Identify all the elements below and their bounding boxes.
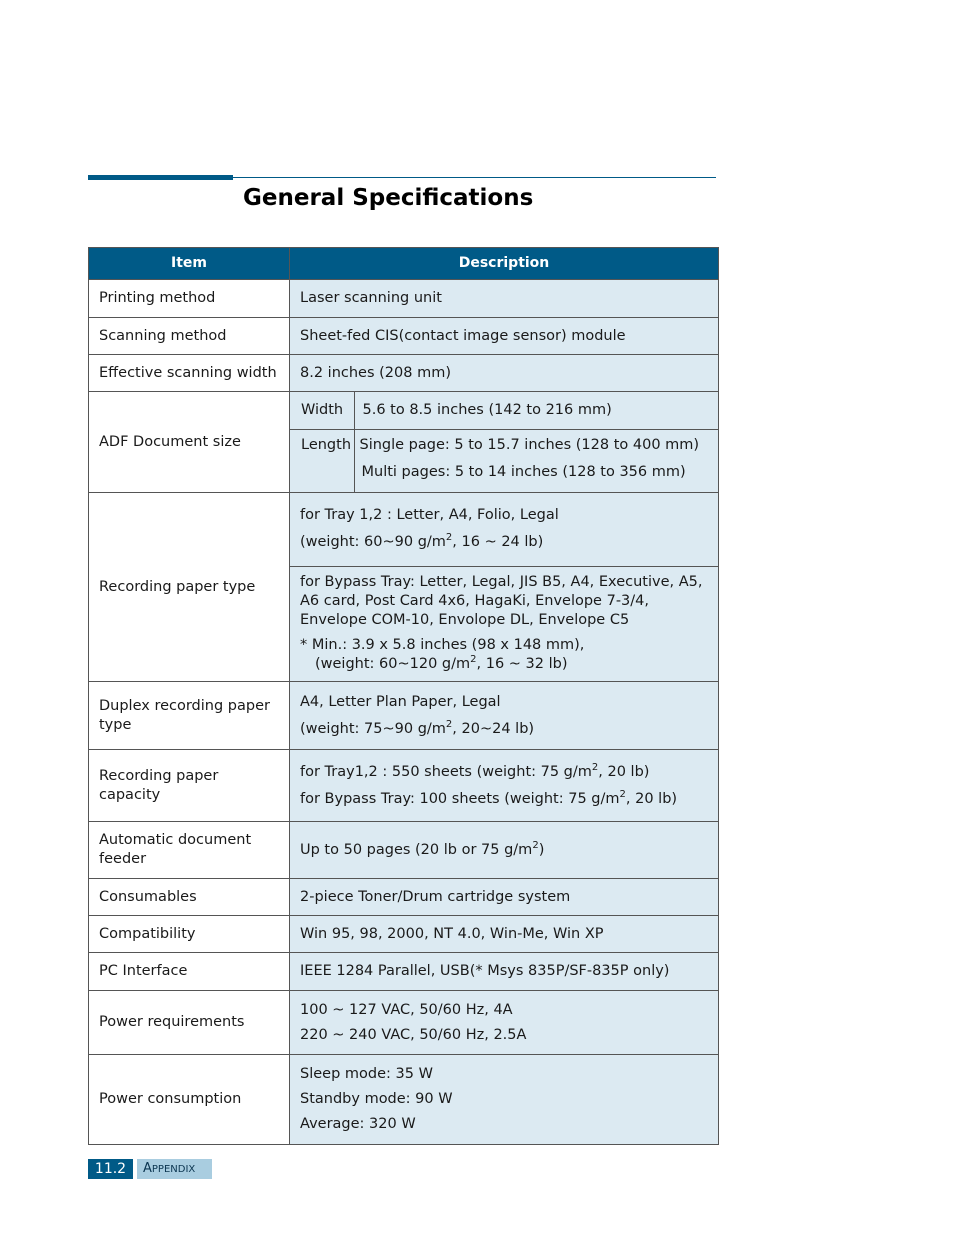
- text-span: for Bypass Tray: 100 sheets (weight: 75 g/m: [300, 790, 620, 807]
- paper-type-tray-block: [290, 500, 718, 567]
- adf-item-line1: Automatic document: [99, 832, 252, 848]
- duplex-item-line2: type: [99, 716, 132, 733]
- power-cons-line3: Average: 320 W: [300, 1116, 416, 1132]
- paper-type-bypass-line4: * Min.: 3.9 x 5.8 inches (98 x 148 mm),: [300, 637, 585, 653]
- text-span: , 20 lb): [625, 790, 678, 807]
- row-item-adf: [89, 822, 290, 879]
- adf-length-single: Single page: 5 to 15.7 inches (128 to 400 mm): [359, 436, 700, 453]
- table-row: [89, 318, 719, 355]
- row-desc-paper-capacity: [290, 750, 719, 822]
- table-row: [89, 750, 719, 822]
- paper-type-bypass-block: [290, 567, 718, 674]
- row-item-power-req: Power requirements: [89, 991, 290, 1055]
- row-desc-duplex-type: [290, 682, 719, 750]
- adf-width-label: Width: [290, 392, 354, 429]
- row-desc-adf-size: [290, 392, 719, 493]
- footer-page-number: 11.2: [88, 1159, 133, 1179]
- table-row: [89, 991, 719, 1055]
- adf-item-line2: feeder: [99, 851, 147, 867]
- power-cons-line2: Standby mode: 90 W: [300, 1091, 453, 1107]
- row-desc-scan-width: 8.2 inches (208 mm): [290, 355, 719, 392]
- table-row: [89, 355, 719, 392]
- table-header-row: [89, 248, 719, 280]
- adf-size-subtable: [290, 392, 718, 492]
- row-item-compatibility: Compatibility: [89, 916, 290, 953]
- row-desc-scanning-method: Sheet-fed CIS(contact image sensor) module: [290, 318, 719, 355]
- text-span: Up to 50 pages (20 lb or 75 g/m: [300, 841, 533, 858]
- text-span: for Tray1,2 : 550 sheets (weight: 75 g/m: [300, 763, 592, 780]
- superscript: 2: [591, 761, 599, 773]
- paper-type-bypass-line5: [300, 655, 708, 674]
- specifications-table: [88, 247, 719, 1145]
- footer-section-label: [137, 1159, 212, 1179]
- power-cons-line1: Sleep mode: 35 W: [300, 1066, 433, 1082]
- header-description: Description: [290, 248, 719, 280]
- row-item-pc-interface: PC Interface: [89, 953, 290, 991]
- row-item-consumables: Consumables: [89, 879, 290, 916]
- adf-length-label: Length: [301, 436, 352, 453]
- text-span: ): [538, 841, 545, 858]
- row-desc-paper-type: [290, 493, 719, 682]
- table-row: [89, 280, 719, 318]
- paper-type-tray-line2: [300, 533, 708, 552]
- adf-length-values: [354, 429, 718, 492]
- text-span: , 16 ~ 32 lb): [476, 656, 568, 672]
- row-desc-adf: [290, 822, 719, 879]
- paper-type-bypass-line2: A6 card, Post Card 4x6, HagaKi, Envelope 7-3/4,: [300, 593, 649, 609]
- row-item-printing-method: Printing method: [89, 280, 290, 318]
- row-desc-power-cons: [290, 1055, 719, 1145]
- table-row: [89, 1055, 719, 1145]
- paper-type-bypass-line1: for Bypass Tray: Letter, Legal, JIS B5, A4, Executive, A5,: [300, 574, 703, 590]
- title-rule-thin: [233, 177, 716, 178]
- header-item: Item: [89, 248, 290, 280]
- row-item-power-cons: Power consumption: [89, 1055, 290, 1145]
- text-span: (weight: 60~120 g/m: [315, 656, 471, 672]
- text-span: (weight: 75~90 g/m: [300, 720, 446, 737]
- text-span: , 20~24 lb): [452, 720, 535, 737]
- table-row: [89, 916, 719, 953]
- duplex-desc-line1: A4, Letter Plan Paper, Legal: [300, 693, 501, 710]
- table-row: [89, 682, 719, 750]
- paper-type-bypass-line3: Envelope COM-10, Envolope DL, Envelope C5: [300, 612, 630, 628]
- row-item-paper-capacity: Recording paper capacity: [89, 750, 290, 822]
- row-item-adf-size: ADF Document size: [89, 392, 290, 493]
- row-desc-printing-method: Laser scanning unit: [290, 280, 719, 318]
- row-item-scan-width: Effective scanning width: [89, 355, 290, 392]
- row-desc-compatibility: Win 95, 98, 2000, NT 4.0, Win-Me, Win XP: [290, 916, 719, 953]
- table-row: [89, 493, 719, 682]
- superscript: 2: [445, 532, 453, 543]
- capacity-line2: [300, 790, 708, 809]
- table-row: [89, 822, 719, 879]
- text-span: , 16 ~ 24 lb): [452, 534, 544, 550]
- power-req-line1: 100 ~ 127 VAC, 50/60 Hz, 4A: [300, 1001, 513, 1018]
- section-initial: A: [143, 1161, 152, 1176]
- superscript: 2: [619, 788, 626, 800]
- paper-type-tray-line1: for Tray 1,2 : Letter, A4, Folio, Legal: [300, 507, 559, 523]
- table-row: [89, 392, 719, 493]
- text-span: (weight: 60~90 g/m: [300, 534, 446, 550]
- duplex-item-line1: Duplex recording paper: [99, 697, 270, 714]
- table-row: [89, 879, 719, 916]
- duplex-desc-line2: [300, 720, 708, 739]
- table-row: [89, 953, 719, 991]
- row-item-duplex-type: [89, 682, 290, 750]
- text-span: , 20 lb): [598, 763, 650, 780]
- title-rule-thick: [88, 175, 233, 180]
- superscript: 2: [532, 839, 539, 851]
- superscript: 2: [445, 718, 453, 730]
- adf-length-multi: Multi pages: 5 to 14 inches (128 to 356 mm): [361, 463, 686, 480]
- row-desc-pc-interface: IEEE 1284 Parallel, USB(* Msys 835P/SF-835P only): [290, 953, 719, 991]
- power-req-line2: 220 ~ 240 VAC, 50/60 Hz, 2.5A: [300, 1026, 527, 1043]
- capacity-line1: [300, 763, 708, 782]
- row-item-paper-type: Recording paper type: [89, 493, 290, 682]
- row-desc-power-req: [290, 991, 719, 1055]
- page-title: General Specifications: [243, 185, 534, 211]
- section-rest: PPENDIX: [151, 1164, 196, 1175]
- row-item-scanning-method: Scanning method: [89, 318, 290, 355]
- row-desc-consumables: 2-piece Toner/Drum cartridge system: [290, 879, 719, 916]
- adf-width-value: 5.6 to 8.5 inches (142 to 216 mm): [354, 392, 718, 429]
- superscript: 2: [470, 654, 477, 665]
